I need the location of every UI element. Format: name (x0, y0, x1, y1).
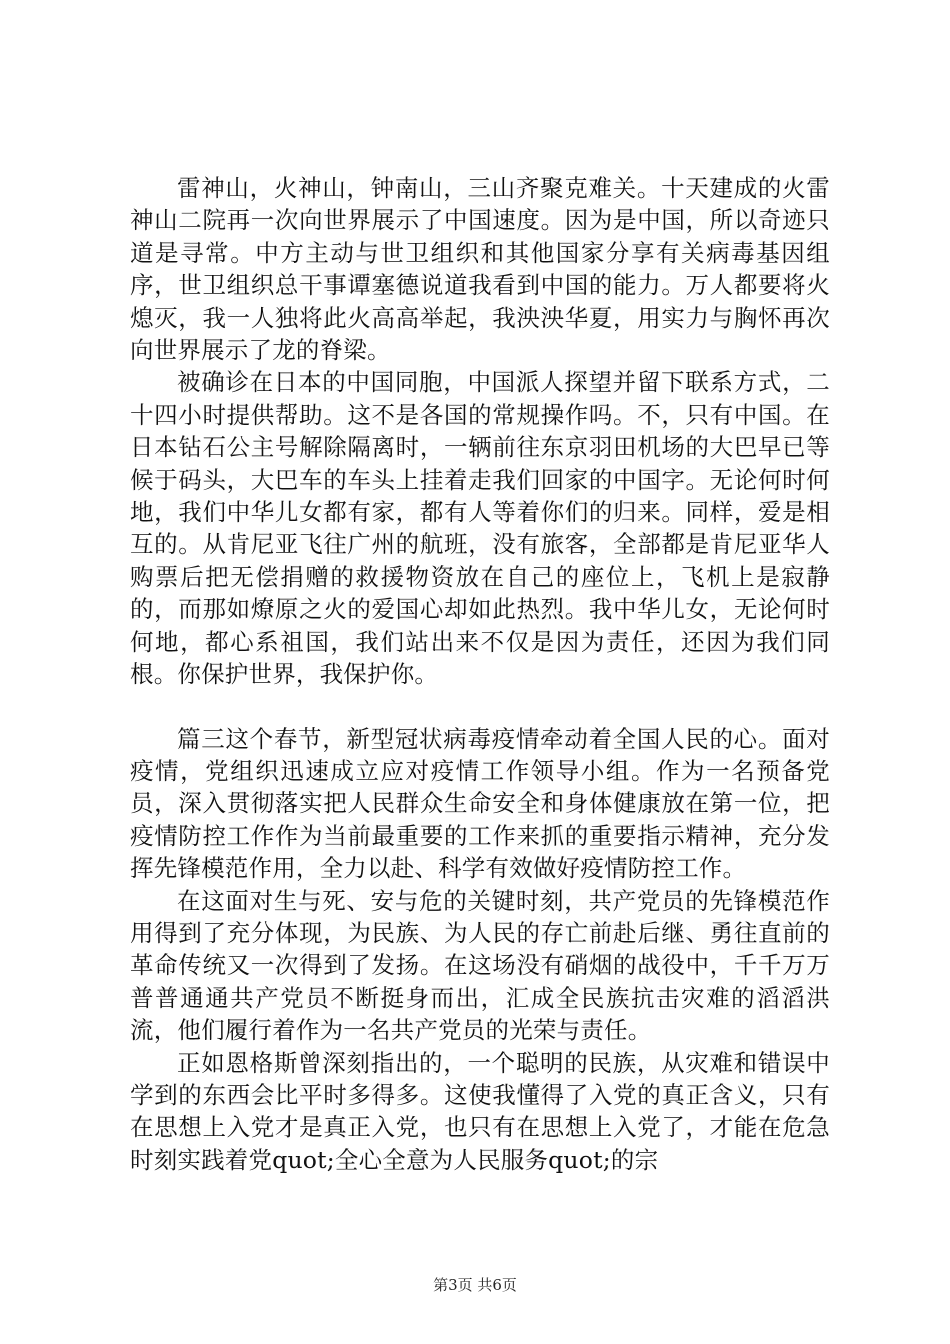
paragraph-4: 在这面对生与死、安与危的关键时刻，共产党员的先锋模范作用得到了充分体现，为民族、为人民的存亡前赴后继、勇往直前的革命传统又一次得到了发扬。在这场没有硝烟的战役中，千千万万普普通通共产党员不断挺身而出，汇成全民族抗击灾难的滔滔洪流，他们履行着作为一名共产党员的光荣与责任。 (130, 886, 830, 1045)
section-gap (130, 691, 830, 723)
paragraph-5: 正如恩格斯曾深刻指出的，一个聪明的民族，从灾难和错误中学到的东西会比平时多得多。这使我懂得了入党的真正含义，只有在思想上入党才是真正入党，也只有在思想上入党了，才能在危急时刻实践着党quot;全心全意为人民服务quot;的宗 (130, 1048, 830, 1174)
paragraph-1: 雷神山，火神山，钟南山，三山齐聚克难关。十天建成的火雷神山二院再一次向世界展示了中国速度。因为是中国，所以奇迹只道是寻常。中方主动与世卫组织和其他国家分享有关病毒基因组序，世卫组织总干事谭塞德说道我看到中国的能力。万人都要将火熄灭，我一人独将此火高高举起，我泱泱华夏，用实力与胸怀再次向世界展示了龙的脊梁。 (130, 174, 830, 365)
paragraph-3: 篇三这个春节，新型冠状病毒疫情牵动着全国人民的心。面对疫情，党组织迅速成立应对疫情工作领导小组。作为一名预备党员，深入贯彻落实把人民群众生命安全和身体健康放在第一位，把疫情防控工作作为当前最重要的工作来抓的重要指示精神，充分发挥先锋模范作用，全力以赴、科学有效做好疫情防控工作。 (130, 724, 830, 883)
page-number-footer: 第3页 共6页 (433, 1276, 517, 1294)
document-body (130, 172, 830, 1176)
paragraph-2: 被确诊在日本的中国同胞，中国派人探望并留下联系方式，二十四小时提供帮助。这不是各国的常规操作吗。不，只有中国。在日本钻石公主号解除隔离时，一辆前往东京羽田机场的大巴早已等候于码头，大巴车的车头上挂着走我们回家的中国字。无论何时何地，我们中华儿女都有家，都有人等着你们的归来。同样，爱是相互的。从肯尼亚飞往广州的航班，没有旅客，全部都是肯尼亚华人购票后把无偿捐赠的救援物资放在自己的座位上，飞机上是寂静的，而那如燎原之火的爱国心却如此热烈。我中华儿女，无论何时何地，都心系祖国，我们站出来不仅是因为责任，还因为我们同根。你保护世界，我保护你。 (130, 368, 830, 689)
